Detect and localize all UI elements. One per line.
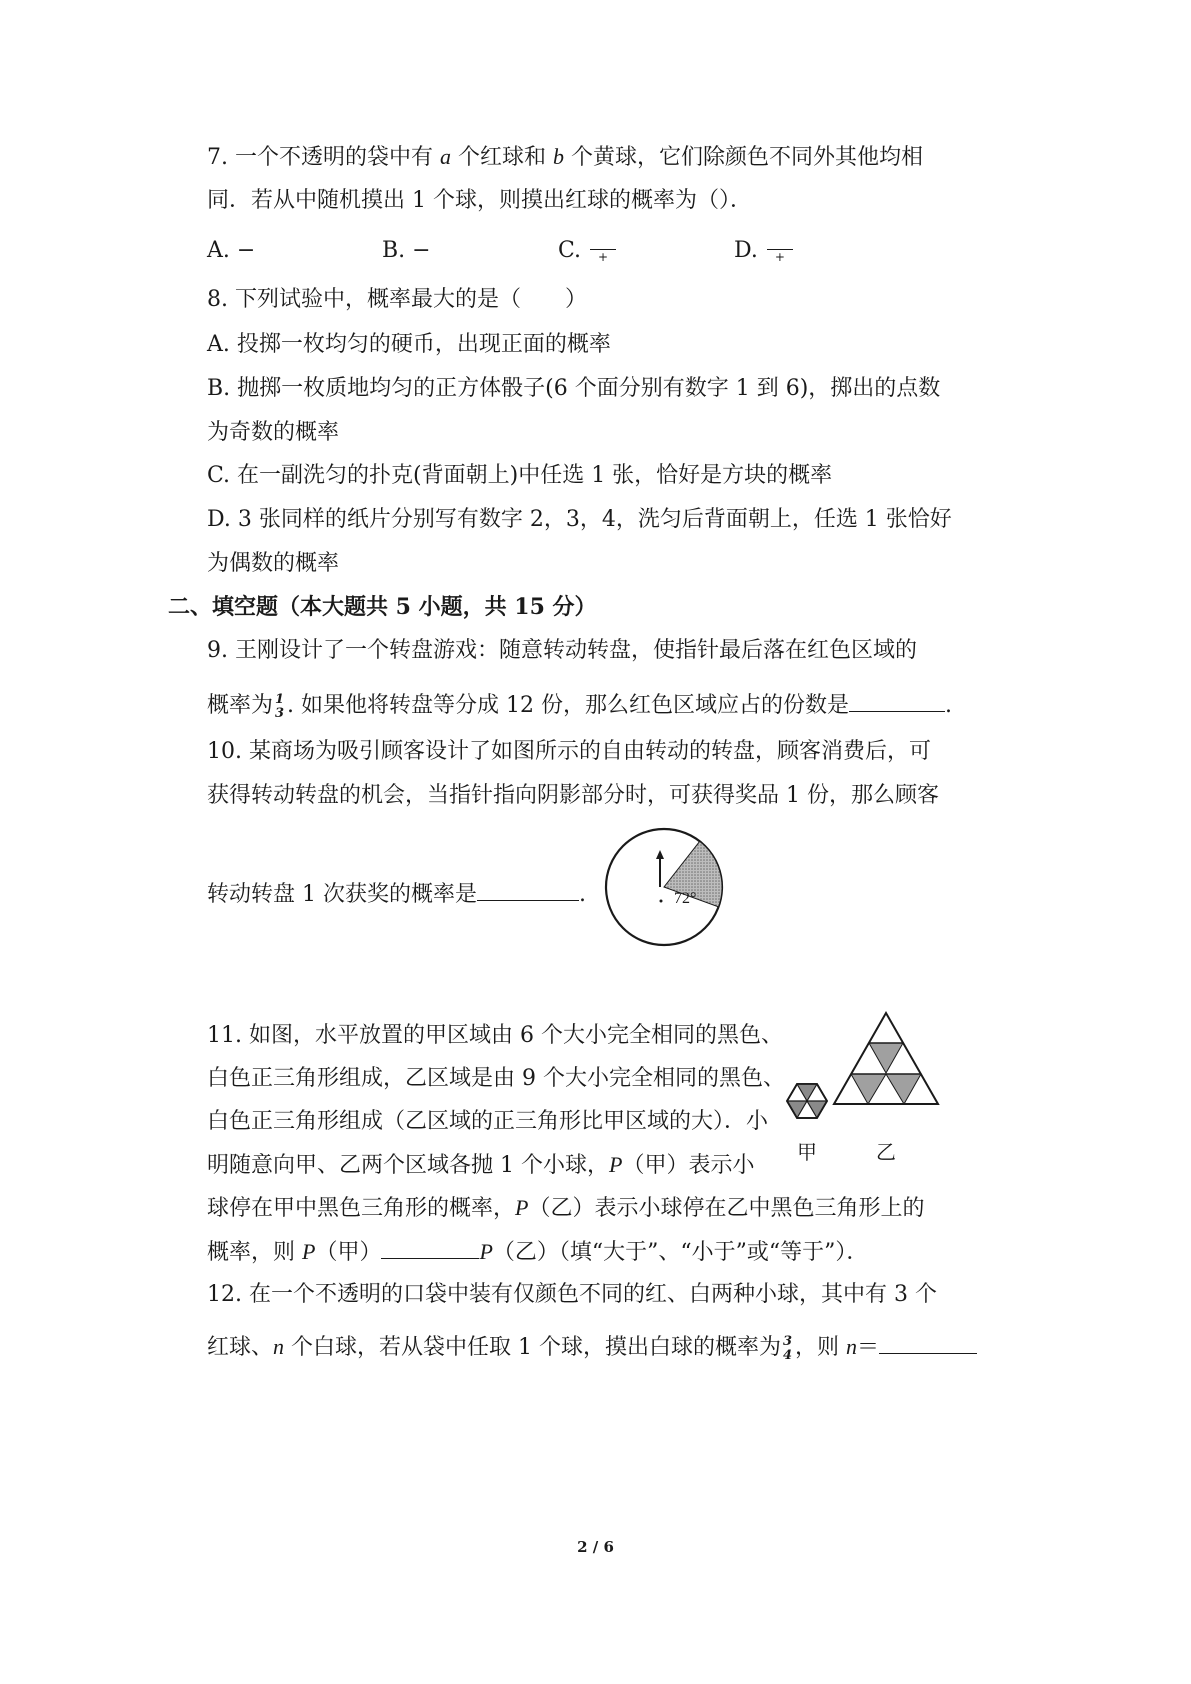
- q9-answer-blank[interactable]: [849, 689, 945, 712]
- center-dot: [660, 900, 663, 903]
- q7-option-a: A. −: [207, 238, 256, 263]
- q7-line1: 7. 一个不透明的袋中有 a 个红球和 b 个黄球，它们除颜色不同外其他均相: [207, 144, 923, 170]
- q11-line3: 白色正三角形组成（乙区域的正三角形比甲区域的大）．小: [207, 1109, 769, 1134]
- triangle-yi-diagram: [830, 1010, 942, 1108]
- q8-option-d-line1: D. 3 张同样的纸片分别写有数字 2，3，4，洗匀后背面朝上，任选 1 张恰好: [207, 507, 952, 532]
- q12-line2: 红球、n 个白球，若从袋中任取 1 个球，摸出白球的概率为 3 4 ，则 n＝: [207, 1331, 977, 1363]
- q12-answer-blank[interactable]: [879, 1331, 977, 1354]
- option-c-fraction: +: [588, 236, 618, 266]
- q11-line2: 白色正三角形组成，乙区域是由 9 个大小完全相同的黑色、: [207, 1066, 785, 1091]
- q7-line2: 同．若从中随机摸出 1 个球，则摸出红球的概率为（）．: [207, 188, 752, 213]
- q9-line1: 9. 王刚设计了一个转盘游戏：随意转动转盘，使指针最后落在红色区域的: [207, 638, 917, 663]
- q8-stem: 8. 下列试验中，概率最大的是（ ）: [207, 287, 587, 312]
- q10-line1: 10. 某商场为吸引顾客设计了如图所示的自由转动的转盘，顾客消费后，可: [207, 739, 931, 764]
- q8-option-b-line2: 为奇数的概率: [207, 420, 340, 445]
- q11-line1: 11. 如图，水平放置的甲区域由 6 个大小完全相同的黑色、: [207, 1023, 783, 1048]
- q8-option-d-line2: 为偶数的概率: [207, 551, 340, 576]
- q12-fraction: 3 4: [783, 1334, 793, 1363]
- var-b: b: [552, 144, 564, 169]
- q7-option-d: D. +: [734, 236, 795, 266]
- option-a-dash: −: [236, 238, 256, 263]
- q11-line4: 明随意向甲、乙两个区域各抛 1 个小球，P（甲）表示小: [207, 1152, 755, 1178]
- page-number: 2 / 6: [577, 1538, 614, 1556]
- q10-line2: 获得转动转盘的机会，当指针指向阴影部分时，可获得奖品 1 份，那么顾客: [207, 783, 939, 808]
- q10-answer-blank[interactable]: [477, 878, 579, 901]
- label-yi: 乙: [876, 1140, 896, 1164]
- q9-fraction: 1 3: [275, 692, 285, 721]
- spinner-diagram: [604, 826, 724, 946]
- q8-option-b-line1: B. 抛掷一枚质地均匀的正方体骰子(6 个面分别有数字 1 到 6)，掷出的点数: [207, 376, 941, 401]
- option-b-dash: −: [412, 238, 431, 263]
- q9-line2: 概率为 1 3 . 如果他将转盘等分成 12 份，那么红色区域应占的份数是 .: [207, 689, 952, 721]
- q7-option-c: C. +: [558, 236, 618, 266]
- q11-answer-blank[interactable]: [381, 1236, 479, 1259]
- q8-option-c: C. 在一副洗匀的扑克(背面朝上)中任选 1 张，恰好是方块的概率: [207, 463, 833, 488]
- q7-option-b: B. −: [382, 238, 431, 263]
- var-a: a: [439, 144, 451, 169]
- q10-line3: 转动转盘 1 次获奖的概率是 .: [207, 878, 586, 910]
- q11-line6: 概率，则 P（甲） P（乙）（填“大于”、“小于”或“等于”）．: [207, 1236, 868, 1268]
- q11-line5: 球停在甲中黑色三角形的概率，P（乙）表示小球停在乙中黑色三角形上的: [207, 1195, 925, 1221]
- hexagon-jia-diagram: [785, 1082, 829, 1120]
- q12-line1: 12. 在一个不透明的口袋中装有仅颜色不同的红、白两种小球，其中有 3 个: [207, 1282, 937, 1307]
- label-jia: 甲: [797, 1140, 817, 1164]
- option-d-fraction: +: [765, 236, 795, 266]
- q8-option-a: A. 投掷一枚均匀的硬币，出现正面的概率: [207, 332, 611, 357]
- angle-label: 72°: [674, 890, 697, 907]
- section-heading: 二、填空题（本大题共 5 小题，共 15 分）: [168, 594, 597, 620]
